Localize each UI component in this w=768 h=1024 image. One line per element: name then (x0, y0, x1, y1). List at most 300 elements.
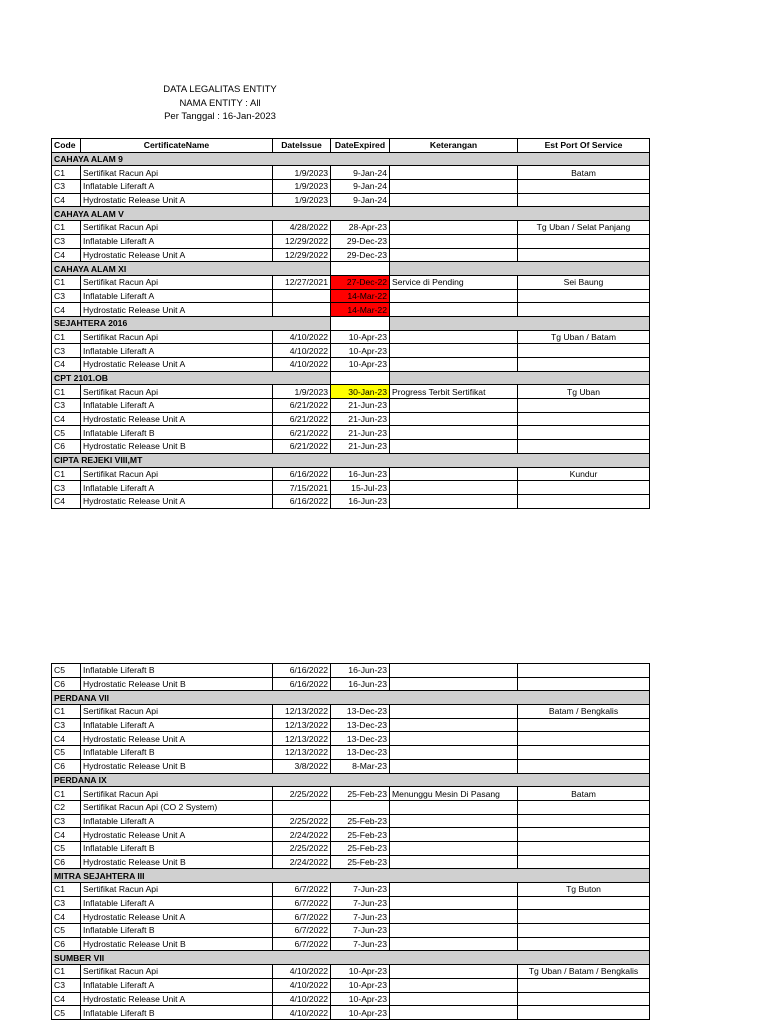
date-issue: 6/7/2022 (273, 896, 331, 910)
table-row (52, 426, 650, 440)
cert-name: Sertifikat Racun Api (81, 467, 273, 481)
table-row (52, 166, 650, 180)
date-expired: 9-Jan-24 (331, 193, 390, 207)
group-fill (390, 371, 650, 385)
group-row (52, 262, 650, 276)
group-row (52, 207, 650, 221)
cert-code: C4 (52, 910, 81, 924)
cert-code: C1 (52, 330, 81, 344)
port-of-service (518, 841, 650, 855)
cert-name: Sertifikat Racun Api (81, 965, 273, 979)
port-of-service (518, 855, 650, 869)
cert-code: C4 (52, 358, 81, 372)
keterangan (390, 937, 518, 951)
date-issue: 4/10/2022 (273, 330, 331, 344)
keterangan (390, 746, 518, 760)
port-of-service (518, 344, 650, 358)
date-expired: 21-Jun-23 (331, 426, 390, 440)
date-issue: 6/7/2022 (273, 937, 331, 951)
date-issue: 6/21/2022 (273, 412, 331, 426)
cert-name: Inflatable Liferaft B (81, 426, 273, 440)
table-row (52, 800, 650, 814)
cert-name: Sertifikat Racun Api (81, 166, 273, 180)
table-row (52, 705, 650, 719)
group-name: SEJAHTERA 2016 (52, 316, 331, 330)
date-issue: 12/13/2022 (273, 746, 331, 760)
cert-name: Inflatable Liferaft A (81, 896, 273, 910)
group-spacer (331, 371, 390, 385)
table-row (52, 248, 650, 262)
port-of-service (518, 937, 650, 951)
table-row (52, 385, 650, 399)
cert-code: C1 (52, 883, 81, 897)
date-expired: 21-Jun-23 (331, 399, 390, 413)
date-issue: 4/28/2022 (273, 221, 331, 235)
date-issue: 6/21/2022 (273, 399, 331, 413)
port-of-service: Batam / Bengkalis (518, 705, 650, 719)
date-expired: 13-Dec-23 (331, 718, 390, 732)
keterangan (390, 896, 518, 910)
port-of-service: Tg Buton (518, 883, 650, 897)
date-issue: 6/16/2022 (273, 664, 331, 678)
table-row (52, 494, 650, 508)
cert-code: C3 (52, 289, 81, 303)
cert-name: Inflatable Liferaft A (81, 234, 273, 248)
keterangan (390, 664, 518, 678)
port-of-service (518, 358, 650, 372)
date-expired: 13-Dec-23 (331, 705, 390, 719)
cert-name: Inflatable Liferaft A (81, 180, 273, 194)
date-issue: 7/15/2021 (273, 481, 331, 495)
date-expired: 21-Jun-23 (331, 412, 390, 426)
table-row (52, 330, 650, 344)
cert-code: C3 (52, 814, 81, 828)
cert-code: C3 (52, 718, 81, 732)
keterangan (390, 814, 518, 828)
port-of-service: Tg Uban / Batam (518, 330, 650, 344)
date-issue (273, 289, 331, 303)
cert-name: Inflatable Liferaft A (81, 718, 273, 732)
cert-code: C6 (52, 677, 81, 691)
port-of-service (518, 759, 650, 773)
port-of-service (518, 718, 650, 732)
date-issue: 3/8/2022 (273, 759, 331, 773)
date-issue: 4/10/2022 (273, 965, 331, 979)
cert-name: Inflatable Liferaft A (81, 399, 273, 413)
cert-name: Hydrostatic Release Unit A (81, 193, 273, 207)
port-of-service (518, 992, 650, 1006)
cert-name: Inflatable Liferaft A (81, 978, 273, 992)
cert-code: C5 (52, 841, 81, 855)
cert-name: Hydrostatic Release Unit B (81, 677, 273, 691)
keterangan (390, 924, 518, 938)
cert-code: C4 (52, 412, 81, 426)
port-of-service (518, 289, 650, 303)
port-of-service (518, 193, 650, 207)
table-row (52, 289, 650, 303)
certificate-table-page-1 (51, 138, 650, 509)
port-of-service (518, 426, 650, 440)
col-header-code: Code (52, 139, 81, 153)
date-expired: 15-Jul-23 (331, 481, 390, 495)
date-issue: 6/7/2022 (273, 924, 331, 938)
cert-code: C3 (52, 481, 81, 495)
cert-code: C1 (52, 787, 81, 801)
date-issue: 6/16/2022 (273, 467, 331, 481)
table-row (52, 718, 650, 732)
date-expired: 10-Apr-23 (331, 358, 390, 372)
keterangan (390, 718, 518, 732)
group-name: CAHAYA ALAM XI (52, 262, 331, 276)
keterangan (390, 978, 518, 992)
keterangan (390, 705, 518, 719)
date-expired: 30-Jan-23 (331, 385, 390, 399)
table-row (52, 467, 650, 481)
date-expired: 10-Apr-23 (331, 992, 390, 1006)
date-expired: 28-Apr-23 (331, 221, 390, 235)
cert-name: Sertifikat Racun Api (81, 275, 273, 289)
col-header-date-issue: DateIssue (273, 139, 331, 153)
table-row (52, 896, 650, 910)
port-of-service (518, 248, 650, 262)
cert-code: C1 (52, 221, 81, 235)
certificate-table-page-2 (51, 663, 650, 1020)
date-expired: 9-Jan-24 (331, 166, 390, 180)
cert-name: Inflatable Liferaft A (81, 344, 273, 358)
date-issue (273, 800, 331, 814)
group-row (52, 152, 650, 166)
date-issue: 12/27/2021 (273, 275, 331, 289)
date-issue: 12/29/2022 (273, 234, 331, 248)
port-of-service (518, 440, 650, 454)
date-expired: 16-Jun-23 (331, 677, 390, 691)
date-issue: 12/13/2022 (273, 732, 331, 746)
keterangan (390, 467, 518, 481)
cert-name: Inflatable Liferaft B (81, 924, 273, 938)
date-expired: 7-Jun-23 (331, 896, 390, 910)
cert-name: Sertifikat Racun Api (CO 2 System) (81, 800, 273, 814)
cert-code: C1 (52, 166, 81, 180)
group-name: MITRA SEJAHTERA III (52, 869, 650, 883)
cert-code: C6 (52, 855, 81, 869)
date-expired: 14-Mar-22 (331, 289, 390, 303)
cert-name: Hydrostatic Release Unit B (81, 855, 273, 869)
date-expired: 13-Dec-23 (331, 746, 390, 760)
group-name: SUMBER VII (52, 951, 650, 965)
date-expired: 21-Jun-23 (331, 440, 390, 454)
group-fill (390, 316, 650, 330)
keterangan (390, 426, 518, 440)
table-row (52, 1006, 650, 1020)
table-row (52, 358, 650, 372)
cert-name: Hydrostatic Release Unit A (81, 828, 273, 842)
group-row (52, 453, 650, 467)
date-expired: 16-Jun-23 (331, 494, 390, 508)
date-expired: 9-Jan-24 (331, 180, 390, 194)
cert-code: C3 (52, 344, 81, 358)
cert-name: Hydrostatic Release Unit A (81, 248, 273, 262)
keterangan (390, 193, 518, 207)
table-row (52, 828, 650, 842)
table-row (52, 664, 650, 678)
port-of-service: Batam (518, 787, 650, 801)
cert-name: Sertifikat Racun Api (81, 883, 273, 897)
keterangan: Service di Pending (390, 275, 518, 289)
date-issue: 2/24/2022 (273, 828, 331, 842)
port-of-service: Tg Uban / Selat Panjang (518, 221, 650, 235)
port-of-service (518, 800, 650, 814)
port-of-service (518, 978, 650, 992)
cert-name: Hydrostatic Release Unit A (81, 412, 273, 426)
cert-code: C4 (52, 494, 81, 508)
group-name: CIPTA REJEKI VIII,MT (52, 453, 650, 467)
keterangan (390, 412, 518, 426)
cert-code: C5 (52, 924, 81, 938)
port-of-service (518, 814, 650, 828)
cert-code: C1 (52, 705, 81, 719)
cert-name: Sertifikat Racun Api (81, 705, 273, 719)
table-row (52, 677, 650, 691)
cert-code: C5 (52, 426, 81, 440)
keterangan (390, 732, 518, 746)
group-row (52, 773, 650, 787)
date-issue (273, 303, 331, 317)
date-expired: 25-Feb-23 (331, 841, 390, 855)
date-issue: 1/9/2023 (273, 180, 331, 194)
date-expired: 10-Apr-23 (331, 1006, 390, 1020)
group-spacer (331, 262, 390, 276)
group-row (52, 869, 650, 883)
cert-name: Inflatable Liferaft B (81, 746, 273, 760)
cert-code: C4 (52, 992, 81, 1006)
date-expired: 14-Mar-22 (331, 303, 390, 317)
date-expired: 10-Apr-23 (331, 330, 390, 344)
keterangan (390, 1006, 518, 1020)
table-row (52, 965, 650, 979)
table-row (52, 978, 650, 992)
date-issue: 1/9/2023 (273, 166, 331, 180)
port-of-service (518, 924, 650, 938)
port-of-service: Kundur (518, 467, 650, 481)
keterangan: Menunggu Mesin Di Pasang (390, 787, 518, 801)
keterangan (390, 841, 518, 855)
group-name: CAHAYA ALAM 9 (52, 152, 650, 166)
cert-name: Hydrostatic Release Unit B (81, 937, 273, 951)
table-row (52, 855, 650, 869)
date-expired: 10-Apr-23 (331, 344, 390, 358)
date-expired: 25-Feb-23 (331, 814, 390, 828)
port-of-service (518, 180, 650, 194)
keterangan (390, 234, 518, 248)
cert-code: C4 (52, 193, 81, 207)
keterangan (390, 399, 518, 413)
port-of-service: Tg Uban / Batam / Bengkalis (518, 965, 650, 979)
port-of-service (518, 677, 650, 691)
keterangan (390, 440, 518, 454)
cert-name: Hydrostatic Release Unit A (81, 494, 273, 508)
keterangan (390, 248, 518, 262)
cert-name: Sertifikat Racun Api (81, 330, 273, 344)
keterangan (390, 494, 518, 508)
port-of-service (518, 732, 650, 746)
date-expired: 29-Dec-23 (331, 234, 390, 248)
table-row (52, 924, 650, 938)
keterangan (390, 910, 518, 924)
group-name: CPT 2101.OB (52, 371, 331, 385)
port-of-service (518, 1006, 650, 1020)
date-issue: 1/9/2023 (273, 385, 331, 399)
cert-code: C5 (52, 746, 81, 760)
date-issue: 4/10/2022 (273, 358, 331, 372)
cert-name: Hydrostatic Release Unit A (81, 910, 273, 924)
table-row (52, 481, 650, 495)
cert-name: Inflatable Liferaft A (81, 481, 273, 495)
cert-code: C3 (52, 399, 81, 413)
cert-name: Hydrostatic Release Unit A (81, 358, 273, 372)
port-of-service (518, 664, 650, 678)
cert-code: C4 (52, 303, 81, 317)
group-spacer (331, 316, 390, 330)
keterangan (390, 855, 518, 869)
date-expired: 7-Jun-23 (331, 937, 390, 951)
group-row (52, 316, 650, 330)
table-row (52, 399, 650, 413)
date-issue: 4/10/2022 (273, 344, 331, 358)
date-issue: 12/13/2022 (273, 718, 331, 732)
port-of-service (518, 481, 650, 495)
keterangan (390, 883, 518, 897)
col-header-port: Est Port Of Service (518, 139, 650, 153)
group-name: PERDANA VII (52, 691, 650, 705)
report-title: DATA LEGALITAS ENTITY (163, 84, 277, 95)
group-row (52, 951, 650, 965)
date-expired: 10-Apr-23 (331, 978, 390, 992)
date-issue: 12/29/2022 (273, 248, 331, 262)
date-issue: 6/16/2022 (273, 677, 331, 691)
table-row (52, 732, 650, 746)
cert-code: C3 (52, 234, 81, 248)
port-of-service (518, 303, 650, 317)
port-of-service (518, 494, 650, 508)
port-of-service (518, 412, 650, 426)
date-issue: 6/7/2022 (273, 883, 331, 897)
cert-name: Inflatable Liferaft B (81, 1006, 273, 1020)
port-of-service (518, 896, 650, 910)
table-row (52, 412, 650, 426)
date-issue: 2/25/2022 (273, 814, 331, 828)
port-of-service (518, 828, 650, 842)
date-expired: 8-Mar-23 (331, 759, 390, 773)
port-of-service: Batam (518, 166, 650, 180)
port-of-service (518, 399, 650, 413)
table-row (52, 440, 650, 454)
date-issue: 4/10/2022 (273, 992, 331, 1006)
date-issue: 1/9/2023 (273, 193, 331, 207)
report-date: Per Tanggal : 16-Jan-2023 (164, 111, 276, 122)
date-expired: 7-Jun-23 (331, 910, 390, 924)
cert-name: Inflatable Liferaft B (81, 841, 273, 855)
col-header-keterangan: Keterangan (390, 139, 518, 153)
port-of-service (518, 910, 650, 924)
date-expired: 25-Feb-23 (331, 787, 390, 801)
date-expired (331, 800, 390, 814)
date-expired: 27-Dec-22 (331, 275, 390, 289)
keterangan (390, 965, 518, 979)
date-issue: 4/10/2022 (273, 978, 331, 992)
keterangan (390, 992, 518, 1006)
cert-code: C4 (52, 248, 81, 262)
keterangan (390, 677, 518, 691)
date-expired: 29-Dec-23 (331, 248, 390, 262)
date-issue: 2/25/2022 (273, 841, 331, 855)
table-row (52, 193, 650, 207)
port-of-service (518, 746, 650, 760)
cert-name: Hydrostatic Release Unit A (81, 732, 273, 746)
cert-name: Inflatable Liferaft B (81, 664, 273, 678)
group-name: CAHAYA ALAM V (52, 207, 650, 221)
date-issue: 6/21/2022 (273, 426, 331, 440)
keterangan (390, 481, 518, 495)
group-row (52, 371, 650, 385)
date-issue: 4/10/2022 (273, 1006, 331, 1020)
cert-name: Sertifikat Racun Api (81, 385, 273, 399)
port-of-service: Sei Baung (518, 275, 650, 289)
keterangan (390, 303, 518, 317)
keterangan (390, 180, 518, 194)
cert-name: Hydrostatic Release Unit A (81, 303, 273, 317)
keterangan (390, 358, 518, 372)
table-row (52, 303, 650, 317)
col-header-certificate-name: CertificateName (81, 139, 273, 153)
date-expired: 10-Apr-23 (331, 965, 390, 979)
cert-name: Hydrostatic Release Unit B (81, 759, 273, 773)
table-row (52, 787, 650, 801)
cert-name: Sertifikat Racun Api (81, 787, 273, 801)
date-issue: 12/13/2022 (273, 705, 331, 719)
date-issue: 6/21/2022 (273, 440, 331, 454)
group-fill (390, 262, 650, 276)
table-row (52, 992, 650, 1006)
date-issue: 6/16/2022 (273, 494, 331, 508)
group-name: PERDANA IX (52, 773, 650, 787)
table-row (52, 275, 650, 289)
date-expired: 7-Jun-23 (331, 883, 390, 897)
keterangan (390, 759, 518, 773)
group-row (52, 691, 650, 705)
cert-code: C1 (52, 965, 81, 979)
keterangan (390, 800, 518, 814)
table-row (52, 910, 650, 924)
table-row (52, 344, 650, 358)
cert-name: Hydrostatic Release Unit B (81, 440, 273, 454)
keterangan (390, 330, 518, 344)
table-row (52, 759, 650, 773)
table-row (52, 221, 650, 235)
date-issue: 6/7/2022 (273, 910, 331, 924)
keterangan (390, 166, 518, 180)
cert-name: Inflatable Liferaft A (81, 289, 273, 303)
port-of-service: Tg Uban (518, 385, 650, 399)
cert-code: C5 (52, 1006, 81, 1020)
cert-code: C1 (52, 385, 81, 399)
date-expired: 16-Jun-23 (331, 664, 390, 678)
table-header-row (52, 139, 650, 153)
entity-name: NAMA ENTITY : All (179, 98, 261, 109)
date-expired: 7-Jun-23 (331, 924, 390, 938)
table-row (52, 841, 650, 855)
cert-name: Sertifikat Racun Api (81, 221, 273, 235)
date-expired: 25-Feb-23 (331, 855, 390, 869)
